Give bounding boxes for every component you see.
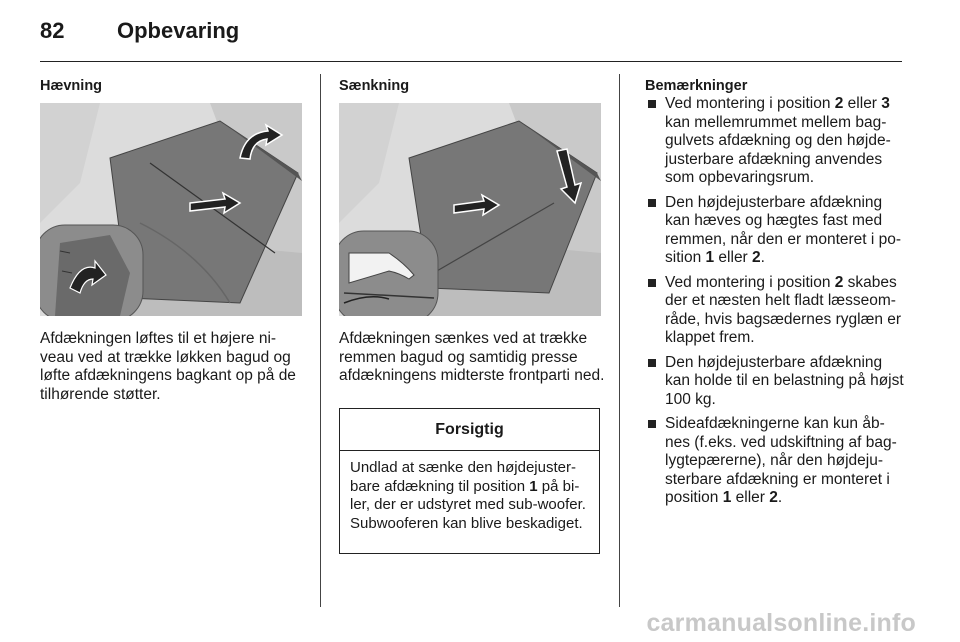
section-heading-raising: Hævning xyxy=(40,78,103,94)
header-rule xyxy=(40,61,902,62)
column-divider xyxy=(619,74,620,607)
lowering-description: Afdækningen sænkes ved at trække remmen bagud og samtidig presse afdækningens midterste frontparti ned. xyxy=(339,330,605,384)
bullet-icon xyxy=(648,100,656,108)
list-item: Den højdejusterbare afdækning kan holde til en belastning på højst 100 kg. xyxy=(645,354,907,410)
list-item: Sideafdækningerne kan kun åb-nes (f.eks. ved udskiftning af bag-lygtepærerne), når den højdeju-sterbare afdækning er monteret i position 1 eller 2. xyxy=(645,415,907,508)
list-item: Ved montering i position 2 eller 3 kan mellemrummet mellem bag-gulvets afdækning og den højde-justerbare afdækning anvendes som opbevaringsrum. xyxy=(645,95,907,188)
lowering-illustration-svg xyxy=(339,103,601,316)
list-item: Den højdejusterbare afdækning kan hæves og hægtes fast med remmen, når den er monteret i po-sition 1 eller 2. xyxy=(645,194,907,268)
caution-box xyxy=(339,408,600,554)
watermark: carmanualsonline.info xyxy=(646,609,916,637)
lowering-illustration xyxy=(339,103,601,316)
bullet-icon xyxy=(648,279,656,287)
column-divider xyxy=(320,74,321,607)
caution-title: Forsigtig xyxy=(340,409,599,451)
notes-list xyxy=(645,95,907,514)
page-title: Opbevaring xyxy=(117,18,240,43)
caution-text: Undlad at sænke den højdejuster-bare afdækning til position 1 på bi-ler, der er udstyret med sub-woofer. Subwooferen kan blive beskadiget. xyxy=(350,459,586,532)
raising-description: Afdækningen løftes til et højere ni-veau ved at trække løkken bagud og løfte afdækningens bagkant op på de tilhørende støtter. xyxy=(40,330,296,403)
list-item: Ved montering i position 2 skabes der et næsten helt fladt læsseom-råde, hvis bagsædernes ryglæn er klappet frem. xyxy=(645,274,907,348)
bullet-icon xyxy=(648,420,656,428)
raising-illustration xyxy=(40,103,302,316)
bullet-icon xyxy=(648,359,656,367)
page-number: 82 xyxy=(40,18,65,43)
section-heading-lowering: Sænkning xyxy=(339,78,410,94)
raising-illustration-svg xyxy=(40,103,302,316)
bullet-icon xyxy=(648,199,656,207)
section-heading-notes: Bemærkninger xyxy=(645,78,748,94)
